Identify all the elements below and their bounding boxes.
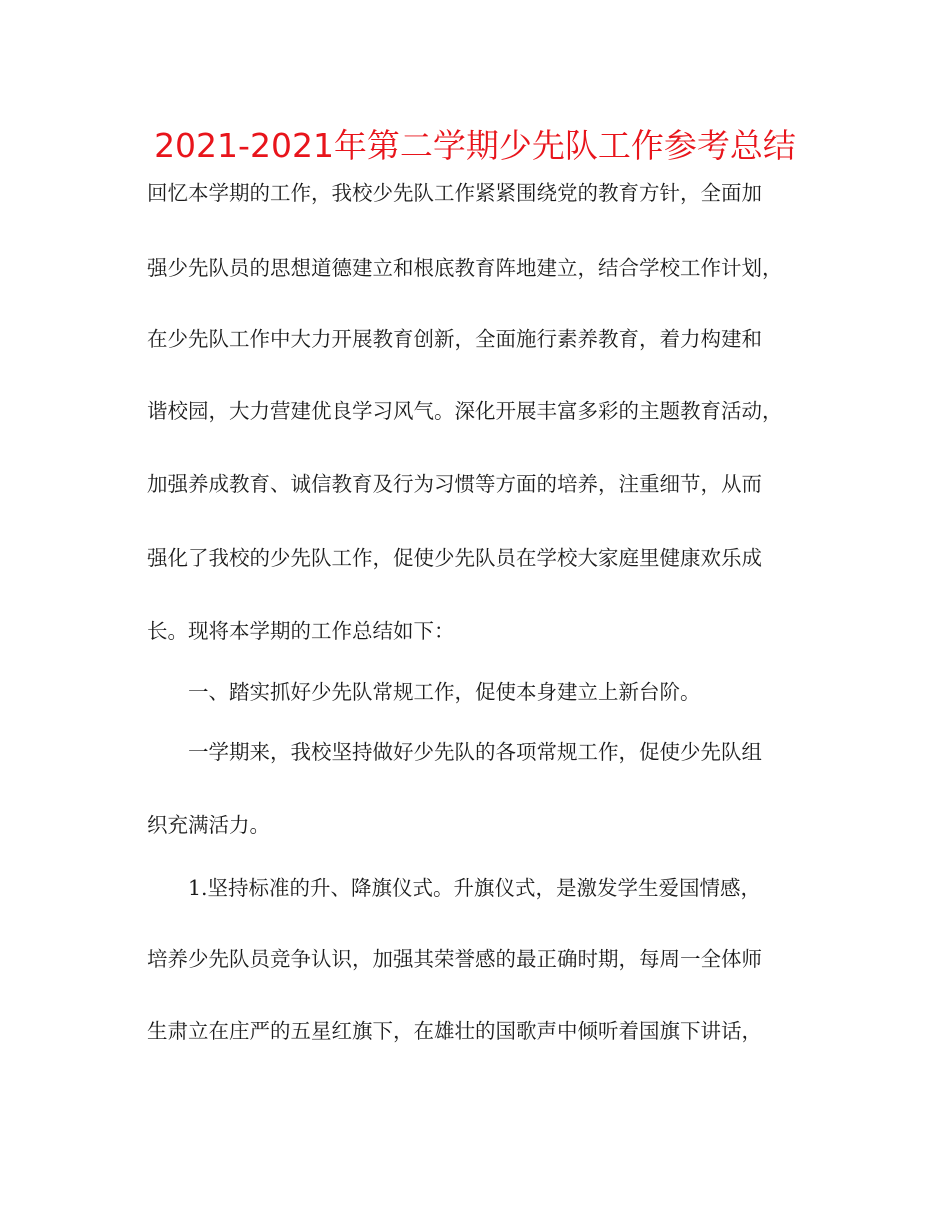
paragraph-line: 生肃立在庄严的五星红旗下，在雄壮的国歌声中倾听着国旗下讲话，	[147, 1019, 762, 1043]
paragraph-line: 一学期来，我校坚持做好少先队的各项常规工作，促使少先队组	[188, 740, 762, 764]
paragraph-line: 在少先队工作中大力开展教育创新，全面施行素养教育，着力构建和	[147, 327, 762, 351]
paragraph-line: 长。现将本学期的工作总结如下：	[147, 619, 455, 643]
paragraph-line: 强少先队员的思想道德建立和根底教育阵地建立，结合学校工作计划，	[147, 256, 783, 280]
paragraph-line: 织充满活力。	[147, 813, 270, 837]
paragraph-line: 强化了我校的少先队工作，促使少先队员在学校大家庭里健康欢乐成	[147, 546, 762, 570]
document-title: 2021-2021年第二学期少先队工作参考总结	[154, 126, 796, 165]
section-heading: 一、踏实抓好少先队常规工作，促使本身建立上新台阶。	[188, 680, 701, 704]
paragraph-line: 回忆本学期的工作，我校少先队工作紧紧围绕党的教育方针，全面加	[147, 181, 762, 205]
paragraph-line: 培养少先队员竞争认识，加强其荣誉感的最正确时期，每周一全体师	[147, 947, 762, 971]
paragraph-line: 谐校园，大力营建优良学习风气。深化开展丰富多彩的主题教育活动，	[147, 399, 783, 423]
list-item-line: 1.坚持标准的升、降旗仪式。升旗仪式，是激发学生爱国情感，	[188, 876, 762, 900]
paragraph-line: 加强养成教育、诚信教育及行为习惯等方面的培养，注重细节，从而	[147, 472, 762, 496]
